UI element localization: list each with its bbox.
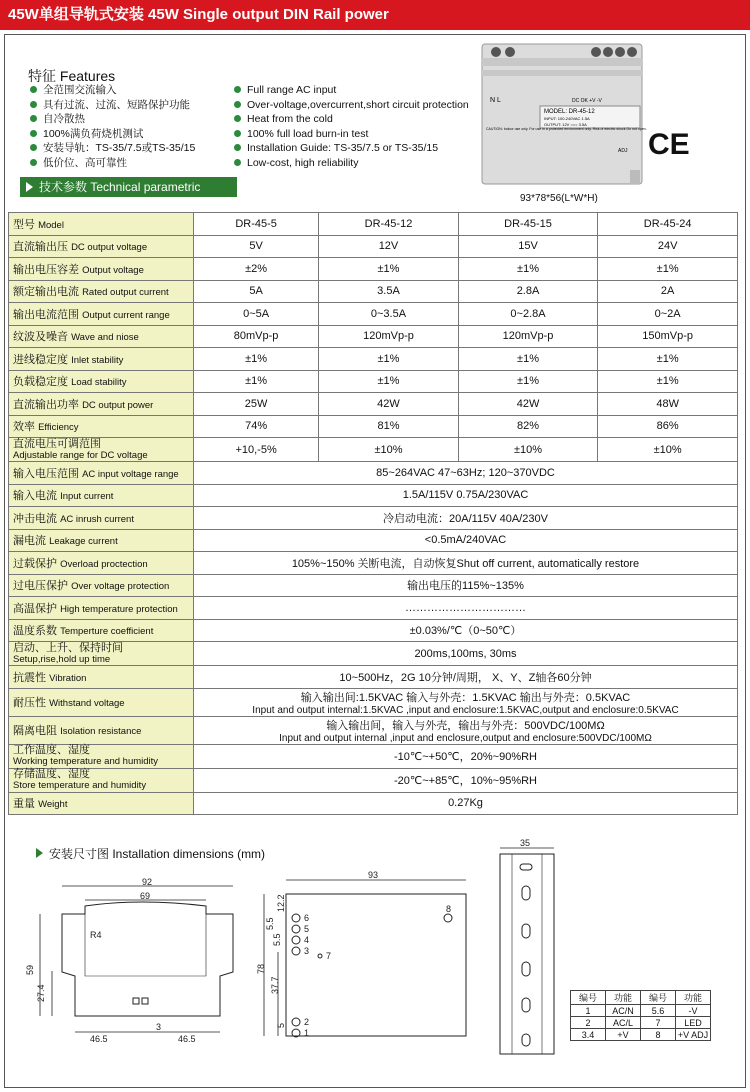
value-line-en: Input and output internal:1.5KVAC ,input and enclosure:1.5KVAC,output and enclosure:0.5KVAC	[252, 704, 679, 716]
spec-value: 86%	[598, 415, 738, 438]
bullet-icon	[30, 115, 37, 122]
table-row	[9, 393, 738, 416]
table-cell: LED	[676, 1017, 711, 1029]
label-en: Vibration	[49, 672, 87, 684]
spec-value: 0~2A	[598, 303, 738, 326]
input-rating: INPUT: 100-240VAC 1.5A	[544, 116, 590, 121]
dim-92: 92	[142, 877, 153, 887]
product-image	[480, 40, 656, 188]
table-row	[9, 484, 738, 507]
list-item: Installation Guide: TS-35/7.5 or TS-35/15	[234, 141, 469, 156]
table-cell: +V ADJ	[676, 1029, 711, 1041]
label-cn: 直流输出功率	[13, 398, 79, 411]
label-en: Inlet stability	[71, 354, 124, 366]
label-cn: 存储温度、湿度	[13, 768, 90, 780]
dim-59: 59	[25, 964, 35, 975]
spec-value: ±1%	[319, 370, 459, 393]
pin-8: 8	[446, 904, 452, 914]
spec-value: 25W	[194, 393, 319, 416]
row-label	[9, 462, 194, 485]
table-cell: 1	[571, 1005, 606, 1017]
table-cell: 3.4	[571, 1029, 606, 1041]
label-cn: 输入电压范围	[13, 467, 79, 480]
table-row	[9, 792, 738, 815]
value-line-en: Input and output internal ,input and enclosure,output and enclosure:500VDC/100MΩ	[279, 732, 652, 744]
row-label	[9, 235, 194, 258]
spec-value: 42W	[319, 393, 459, 416]
spec-value: 0~5A	[194, 303, 319, 326]
label-en: Isolation resistance	[60, 726, 142, 737]
list-item: Full range AC input	[234, 83, 469, 98]
pin-5: 5	[304, 924, 310, 934]
spec-value: ±1%	[458, 370, 598, 393]
spec-value: 冷启动电流：20A/115V 40A/230V	[194, 507, 738, 530]
label-en: AC inrush current	[60, 513, 134, 525]
spec-value: 42W	[458, 393, 598, 416]
bullet-icon	[30, 159, 37, 166]
label-en: Efficiency	[38, 422, 79, 434]
spec-value: <0.5mA/240VAC	[194, 529, 738, 552]
product-dimensions: 93*78*56(L*W*H)	[520, 193, 598, 204]
dim-27: 27.4	[36, 984, 46, 1002]
dim-46b: 46.5	[178, 1034, 196, 1044]
label-en: Input current	[60, 491, 114, 503]
bullet-icon	[234, 86, 241, 93]
row-label	[9, 484, 194, 507]
row-label	[9, 688, 194, 716]
list-item: 低价位、高可靠性	[30, 156, 195, 171]
spec-value: +10,-5%	[194, 438, 319, 462]
label-cn: 负载稳定度	[13, 376, 68, 389]
pin-1: 1	[304, 1028, 310, 1038]
label-en: Store temperature and humidity	[13, 780, 147, 791]
label-cn: 输出电流范围	[13, 308, 79, 321]
row-label	[9, 393, 194, 416]
drawing-side-view	[252, 868, 484, 1048]
table-row	[9, 768, 738, 792]
label-en: Load stability	[71, 377, 127, 389]
adj-label: ADJ	[618, 148, 628, 154]
spec-value: 输出电压的115%~135%	[194, 574, 738, 597]
spec-value: DR-45-15	[458, 213, 598, 236]
row-label	[9, 619, 194, 642]
spec-value: ±1%	[458, 258, 598, 281]
drawing-front-view	[20, 876, 250, 1046]
row-label	[9, 792, 194, 815]
terminal-labels-left: N L	[490, 97, 501, 104]
spec-value: 48W	[598, 393, 738, 416]
spec-value: ±1%	[598, 258, 738, 281]
label-cn: 漏电流	[13, 535, 46, 548]
label-en: Output current range	[82, 309, 170, 321]
spec-value: DR-45-24	[598, 213, 738, 236]
spec-value: ±0.03%/℃（0~50℃）	[194, 619, 738, 642]
spec-value: 1.5A/115V 0.75A/230VAC	[194, 484, 738, 507]
label-en: Weight	[38, 799, 68, 811]
triangle-icon	[36, 848, 43, 858]
row-label	[9, 258, 194, 281]
row-label	[9, 768, 194, 792]
spec-value: ±1%	[458, 348, 598, 371]
row-label	[9, 507, 194, 530]
dim-78: 78	[256, 963, 266, 974]
pin-function-table	[570, 990, 711, 1041]
label-cn: 效率	[13, 421, 35, 434]
triangle-icon	[26, 182, 33, 192]
dim-5: 5	[276, 1022, 286, 1028]
row-label	[9, 370, 194, 393]
page-banner: 45W单组导轨式安装 45W Single output DIN Rail power	[0, 0, 750, 30]
dim-69: 69	[140, 891, 151, 901]
spec-value: 81%	[319, 415, 459, 438]
spec-value: 150mVp-p	[598, 325, 738, 348]
spec-value: 5A	[194, 280, 319, 303]
caution-text: CAUTION: Indoor use only. For use in a protected environment only. Risk of electric shock Do not open.	[486, 127, 647, 131]
table-header: 功能	[676, 991, 711, 1005]
spec-value: 0~3.5A	[319, 303, 459, 326]
table-cell: +V	[606, 1029, 641, 1041]
label-en: Wave and niose	[71, 332, 139, 344]
bullet-icon	[234, 159, 241, 166]
label-en: Over voltage protection	[71, 581, 170, 593]
label-cn: 温度系数	[13, 625, 57, 638]
table-cell: 8	[641, 1029, 676, 1041]
label-cn: 额定输出电流	[13, 286, 79, 299]
spec-value: ±10%	[598, 438, 738, 462]
table-row	[9, 213, 738, 236]
dim-r4: R4	[90, 930, 102, 940]
row-label	[9, 348, 194, 371]
dim-55b: 5.5	[272, 933, 282, 946]
label-cn: 抗震性	[13, 671, 46, 684]
label-cn: 重量	[13, 798, 35, 811]
dim-35: 35	[520, 838, 531, 848]
spec-value: ±2%	[194, 258, 319, 281]
label-cn: 过电压保护	[13, 580, 68, 593]
spec-value: 120mVp-p	[319, 325, 459, 348]
table-cell: 7	[641, 1017, 676, 1029]
table-row	[571, 1005, 711, 1017]
label-en: DC output voltage	[71, 242, 148, 254]
label-cn: 直流电压可调范围	[13, 437, 101, 450]
label-en: Overload proctection	[60, 558, 148, 570]
spec-value: ±1%	[194, 370, 319, 393]
table-row	[9, 744, 738, 768]
label-cn: 高温保护	[13, 602, 57, 615]
table-row	[9, 348, 738, 371]
spec-value	[194, 688, 738, 716]
spec-value	[194, 716, 738, 744]
label-cn: 输出电压容差	[13, 263, 79, 276]
spec-value: ±1%	[598, 348, 738, 371]
row-label	[9, 438, 194, 462]
table-row	[9, 716, 738, 744]
label-en: Adjustable range for DC voltage	[13, 449, 148, 461]
table-header: 编号	[571, 991, 606, 1005]
row-label	[9, 303, 194, 326]
spec-value: ±1%	[194, 348, 319, 371]
list-item: 自冷散热	[30, 112, 195, 127]
row-label	[9, 597, 194, 620]
list-item: Low-cost, high reliability	[234, 156, 469, 171]
label-en: Working temperature and humidity	[13, 756, 159, 767]
row-label	[9, 325, 194, 348]
table-row	[571, 1017, 711, 1029]
table-row	[9, 619, 738, 642]
row-label	[9, 666, 194, 689]
features-list-cn	[30, 83, 195, 170]
table-row	[9, 415, 738, 438]
dim-3: 3	[156, 1022, 162, 1032]
drawing-rail-view	[492, 838, 566, 1062]
pin-6: 6	[304, 913, 310, 923]
table-row	[9, 642, 738, 666]
label-cn: 纹波及噪音	[13, 331, 68, 344]
table-row	[9, 370, 738, 393]
label-cn: 型号	[13, 218, 35, 231]
spec-value: ±1%	[319, 258, 459, 281]
spec-value: 15V	[458, 235, 598, 258]
row-label	[9, 213, 194, 236]
table-cell: AC/N	[606, 1005, 641, 1017]
table-row	[9, 666, 738, 689]
spec-value: 74%	[194, 415, 319, 438]
row-label	[9, 744, 194, 768]
table-row	[9, 529, 738, 552]
dim-12: 12.2	[276, 894, 286, 912]
label-en: Model	[38, 219, 64, 231]
label-en: High temperature protection	[60, 603, 178, 615]
table-row	[9, 462, 738, 485]
table-row	[9, 574, 738, 597]
table-row	[571, 1029, 711, 1041]
table-row	[9, 280, 738, 303]
model-label: MODEL: DR-45-12	[544, 109, 595, 115]
list-item: 安装导轨：TS-35/7.5或TS-35/15	[30, 141, 195, 156]
label-en: Withstand voltage	[49, 698, 125, 709]
spec-value: 82%	[458, 415, 598, 438]
pin-2: 2	[304, 1017, 310, 1027]
spec-value: ±10%	[458, 438, 598, 462]
label-cn: 输入电流	[13, 490, 57, 503]
spec-value: 2.8A	[458, 280, 598, 303]
list-item: 100% full load burn-in test	[234, 127, 469, 142]
spec-value: 2A	[598, 280, 738, 303]
ce-mark: CE	[648, 128, 690, 161]
bullet-icon	[234, 115, 241, 122]
bullet-icon	[30, 101, 37, 108]
spec-value: 3.5A	[319, 280, 459, 303]
dim-37: 37.7	[270, 976, 280, 994]
spec-value: ±10%	[319, 438, 459, 462]
label-en: DC output power	[82, 399, 154, 411]
spec-value: ……………………………	[194, 597, 738, 620]
table-cell: 5.6	[641, 1005, 676, 1017]
spec-value: 0.27Kg	[194, 792, 738, 815]
bullet-icon	[234, 101, 241, 108]
label-en: AC input voltage range	[82, 468, 179, 480]
dim-46a: 46.5	[90, 1034, 108, 1044]
spec-value: ±1%	[598, 370, 738, 393]
label-cn: 隔离电阻	[13, 725, 57, 737]
row-label	[9, 280, 194, 303]
label-cn: 启动、上升、保持时间	[13, 641, 123, 654]
label-en: Output voltage	[82, 264, 144, 276]
label-cn: 直流输出压	[13, 241, 68, 254]
spec-value: -10℃~+50℃，20%~90%RH	[194, 744, 738, 768]
spec-value: 85~264VAC 47~63Hz; 120~370VDC	[194, 462, 738, 485]
list-item: 具有过流、过流、短路保护功能	[30, 98, 195, 113]
spec-table	[8, 212, 738, 815]
features-title: 特征 Features	[28, 68, 116, 84]
label-en: Leakage current	[49, 536, 118, 548]
row-label	[9, 574, 194, 597]
value-line-cn: 输入输出间，输入与外壳，输出与外壳：500VDC/100MΩ	[326, 719, 605, 732]
table-row	[9, 688, 738, 716]
row-label	[9, 529, 194, 552]
dim-93: 93	[368, 870, 379, 880]
label-en: Temperture coefficient	[60, 626, 154, 638]
spec-value: 200ms,100ms, 30ms	[194, 642, 738, 666]
spec-value: 10~500Hz，2G 10分钟/周期， X、Y、Z轴各60分钟	[194, 666, 738, 689]
spec-value: ±1%	[319, 348, 459, 371]
label-cn: 工作温度、湿度	[13, 744, 90, 756]
dim-55a: 5.5	[265, 917, 275, 930]
table-row	[571, 991, 711, 1005]
terminal-labels-right: DC OK +V -V	[572, 98, 602, 104]
pin-4: 4	[304, 935, 310, 945]
bullet-icon	[30, 144, 37, 151]
table-header: 功能	[606, 991, 641, 1005]
table-row	[9, 507, 738, 530]
bullet-icon	[30, 130, 37, 137]
row-label	[9, 642, 194, 666]
label-en: Setup,rise,hold up time	[13, 653, 111, 665]
label-cn: 进线稳定度	[13, 353, 68, 366]
table-cell: AC/L	[606, 1017, 641, 1029]
label-cn: 冲击电流	[13, 512, 57, 525]
spec-value: DR-45-12	[319, 213, 459, 236]
table-row	[9, 258, 738, 281]
spec-value: 5V	[194, 235, 319, 258]
pin-3: 3	[304, 946, 310, 956]
list-item: 100%满负荷烧机测试	[30, 127, 195, 142]
row-label	[9, 552, 194, 575]
spec-value: 80mVp-p	[194, 325, 319, 348]
bullet-icon	[234, 130, 241, 137]
spec-value: 0~2.8A	[458, 303, 598, 326]
output-rating: OUTPUT: 12V === 3.5A	[544, 122, 587, 127]
table-row	[9, 325, 738, 348]
list-item: Heat from the cold	[234, 112, 469, 127]
table-row	[9, 552, 738, 575]
features-list-en	[234, 83, 469, 170]
spec-value: 12V	[319, 235, 459, 258]
table-header: 编号	[641, 991, 676, 1005]
table-row	[9, 303, 738, 326]
table-row	[9, 597, 738, 620]
bullet-icon	[234, 144, 241, 151]
value-line-cn: 输入输出间:1.5KVAC 输入与外壳：1.5KVAC 输出与外壳：0.5KVAC	[300, 691, 631, 704]
table-row	[9, 235, 738, 258]
spec-value: 120mVp-p	[458, 325, 598, 348]
row-label	[9, 716, 194, 744]
label-en: Rated output current	[82, 287, 169, 299]
spec-value: DR-45-5	[194, 213, 319, 236]
pin-7: 7	[326, 951, 332, 961]
bullet-icon	[30, 86, 37, 93]
table-cell: -V	[676, 1005, 711, 1017]
label-cn: 耐压性	[13, 697, 46, 709]
spec-value: -20℃~+85℃，10%~95%RH	[194, 768, 738, 792]
label-cn: 过载保护	[13, 557, 57, 570]
row-label	[9, 415, 194, 438]
spec-value: 105%~150% 关断电流，自动恢复Shut off current, automatically restore	[194, 552, 738, 575]
installation-title: 安装尺寸图 Installation dimensions (mm)	[36, 845, 265, 862]
list-item: Over-voltage,overcurrent,short circuit protection	[234, 98, 469, 113]
list-item: 全范围交流输入	[30, 83, 195, 98]
table-row	[9, 438, 738, 462]
tech-params-bar: 技术参数 Technical parametric	[20, 177, 237, 197]
table-cell: 2	[571, 1017, 606, 1029]
spec-value: 24V	[598, 235, 738, 258]
